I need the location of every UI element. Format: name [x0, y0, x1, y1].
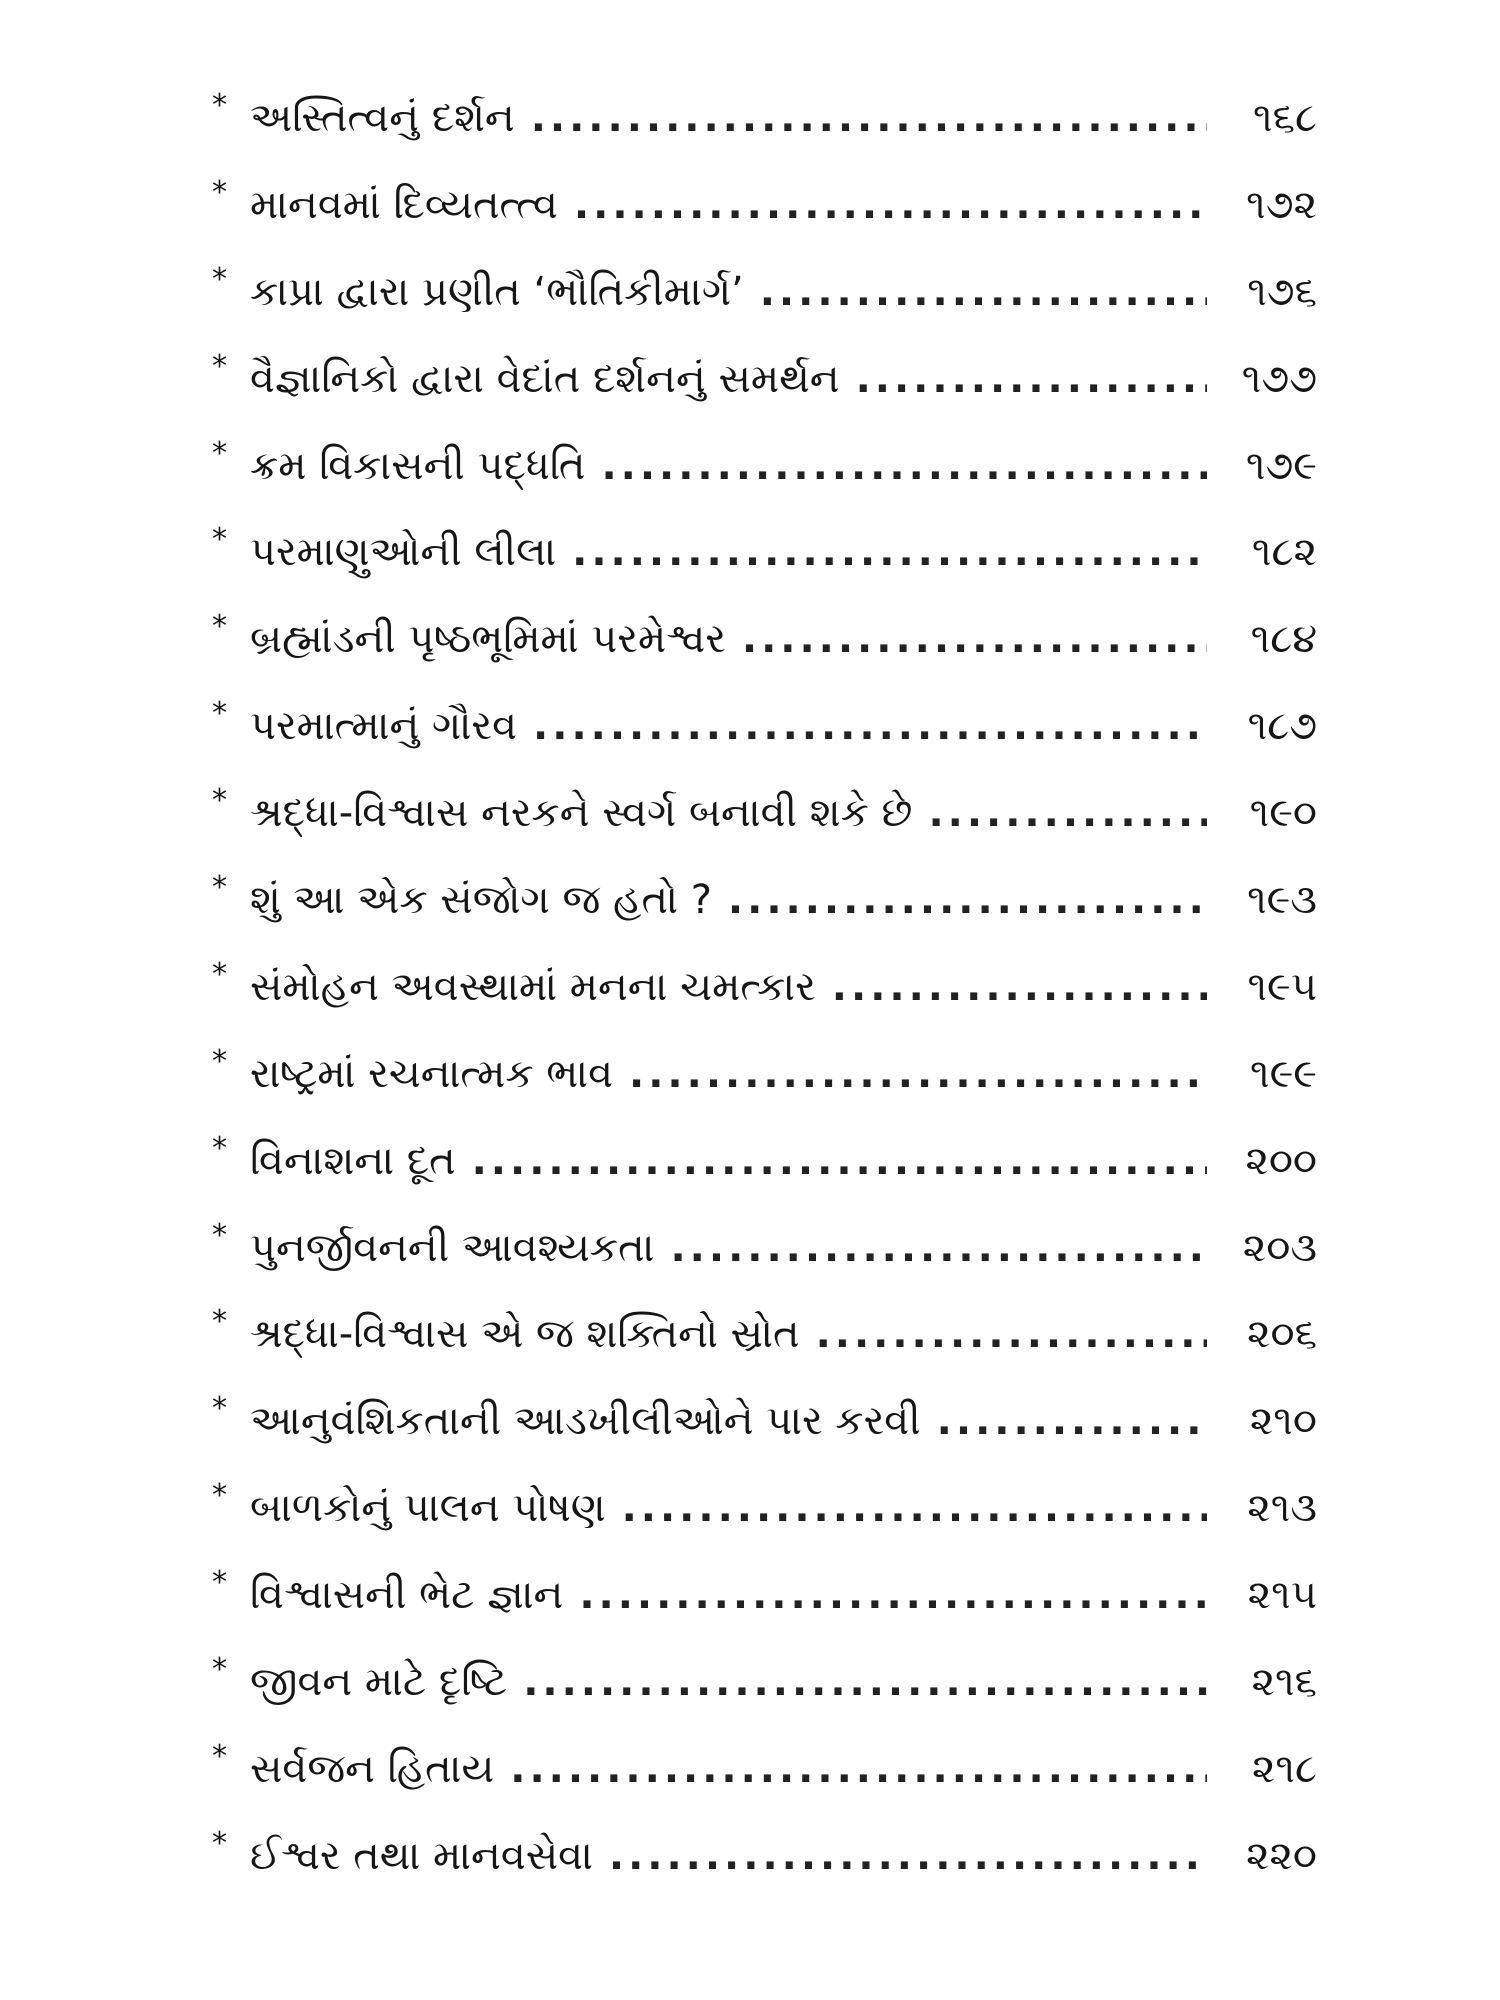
toc-entry-title: બાળકોનું પાલન પોષણ [250, 1485, 606, 1532]
asterisk-bullet: * [212, 609, 227, 645]
toc-entry-title: શ્રદ્ધા-વિશ્વાસ નરકને સ્વર્ગ બનાવી શકે છે [250, 790, 913, 837]
toc-entry [212, 1565, 1317, 1662]
toc-entry-page-number: ૨૧૫ [1247, 1572, 1317, 1619]
toc-entry-page-number: ૧૭૭ [1241, 355, 1317, 402]
toc-entry [212, 609, 1317, 706]
toc-entry-title: વૈજ્ઞાનિકો દ્વારા વેદાંત દર્શનનું સમર્થન [250, 355, 840, 402]
asterisk-bullet: * [212, 1825, 227, 1861]
toc-entry-title: પુનર્જીવનની આવશ્યકતા [250, 1224, 655, 1271]
asterisk-bullet: * [212, 1130, 227, 1166]
toc-entry-page-number: ૨૧૦ [1249, 1398, 1317, 1445]
toc-entry-title: સંમોહન અવસ્થામાં મનના ચમત્કાર [250, 963, 816, 1010]
dot-leader [572, 532, 1207, 572]
toc-entry-title: માનવમાં દિવ્યતત્ત્વ [250, 181, 558, 228]
asterisk-bullet: * [212, 696, 227, 732]
toc-entry [212, 1825, 1317, 1923]
asterisk-bullet: * [212, 1738, 227, 1774]
toc-entry-page-number: ૧૯૯ [1250, 1050, 1317, 1097]
toc-entry [212, 1304, 1317, 1401]
toc-entry [212, 348, 1317, 446]
asterisk-bullet: * [212, 1391, 227, 1427]
asterisk-bullet: * [212, 1304, 227, 1340]
toc-entry-page-number: ૧૭૯ [1245, 442, 1317, 489]
asterisk-bullet: * [212, 88, 227, 123]
asterisk-bullet: * [212, 1478, 227, 1514]
asterisk-bullet: * [212, 1217, 227, 1253]
toc-entry-title: કાપ્રા દ્વારા પ્રણીત ‘ભૌતિકીમાર્ગ’ [250, 268, 744, 315]
dot-leader [670, 1228, 1207, 1268]
dot-leader [622, 1488, 1207, 1528]
toc-entry-title: જીવન માટે દૃષ્ટિ [250, 1659, 508, 1706]
toc-entry-page-number: ૨૦૩ [1242, 1224, 1317, 1271]
toc-entry-page-number: ૨૦૬ [1247, 1311, 1317, 1358]
toc-entry [212, 1478, 1317, 1575]
asterisk-bullet: * [212, 435, 227, 471]
toc-entry-title: પરમાણુઓની લીલા [250, 529, 557, 576]
asterisk-bullet: * [212, 870, 227, 906]
toc-entry [212, 696, 1317, 793]
asterisk-bullet: * [212, 174, 227, 210]
asterisk-bullet: * [212, 783, 227, 819]
toc-entry [212, 1043, 1317, 1141]
toc-entry [212, 1738, 1317, 1836]
toc-entry [212, 956, 1317, 1054]
toc-entry [212, 174, 1317, 272]
asterisk-bullet: * [212, 1652, 227, 1688]
toc-entry-title: ક્રમ વિકાસની પદ્ધતિ [250, 442, 586, 489]
toc-entry-page-number: ૧૭૨ [1246, 181, 1317, 228]
dot-leader [760, 272, 1207, 312]
toc-entry-title: સર્વજન હિતાય [250, 1745, 495, 1792]
dot-leader [937, 1401, 1207, 1441]
toc-entry-title: શ્રદ્ધા-વિશ્વાસ એ જ શક્તિનો સ્રોત [250, 1311, 800, 1358]
toc-entry [212, 522, 1317, 619]
asterisk-bullet: * [212, 956, 227, 992]
dot-leader [609, 1836, 1207, 1876]
toc-entry-title: આનુવંશિકતાની આડખીલીઓને પાર કરવી [250, 1398, 921, 1445]
dot-leader [523, 1662, 1207, 1702]
toc-entry-page-number: ૧૮૭ [1247, 703, 1317, 750]
toc-entry-page-number: ૧૯૦ [1249, 790, 1317, 837]
toc-entry-page-number: ૧૯૫ [1247, 963, 1317, 1010]
asterisk-bullet: * [212, 1565, 227, 1601]
toc-entry-title: અસ્તિત્વનું દર્શન [250, 95, 515, 141]
toc-entry-page-number: ૧૮૨ [1251, 529, 1317, 576]
toc-entry-title: વિનાશના દૂત [250, 1137, 456, 1184]
toc-entry-title: વિશ્વાસની ભેટ જ્ઞાન [250, 1572, 564, 1619]
toc-entry-title: પરમાત્માનું ગૌરવ [250, 703, 518, 750]
toc-entry [212, 435, 1317, 533]
dot-leader [472, 1141, 1207, 1181]
dot-leader [856, 359, 1207, 399]
toc-entry-title: ઈશ્વર તથા માનવસેવા [250, 1832, 593, 1879]
dot-leader [510, 1749, 1207, 1789]
asterisk-bullet: * [212, 1043, 227, 1079]
table-of-contents [212, 88, 1317, 1923]
toc-entry [212, 870, 1317, 967]
dot-leader [629, 1054, 1207, 1094]
dot-leader [579, 1575, 1207, 1615]
asterisk-bullet: * [212, 522, 227, 558]
toc-entry [212, 88, 1317, 185]
toc-entry-page-number: ૧૭૬ [1247, 268, 1317, 315]
dot-leader [601, 446, 1207, 486]
asterisk-bullet: * [212, 348, 227, 384]
dot-leader [742, 619, 1207, 659]
toc-entry [212, 1391, 1317, 1488]
toc-entry-page-number: ૨૦૦ [1245, 1137, 1317, 1184]
dot-leader [531, 98, 1207, 138]
dot-leader [533, 706, 1207, 746]
toc-entry-page-number: ૧૬૮ [1253, 95, 1317, 141]
toc-entry-page-number: ૧૯૩ [1247, 877, 1317, 924]
dot-leader [928, 793, 1207, 833]
dot-leader [728, 880, 1207, 920]
toc-entry [212, 1652, 1317, 1749]
toc-entry [212, 783, 1317, 880]
toc-entry [212, 261, 1317, 359]
toc-entry-page-number: ૨૨૦ [1245, 1832, 1317, 1879]
dot-leader [832, 967, 1207, 1007]
toc-entry-title: શું આ એક સંજોગ જ હતો ? [250, 877, 712, 924]
toc-entry-page-number: ૨૧૮ [1251, 1745, 1317, 1792]
toc-entry-page-number: ૨૧૬ [1251, 1659, 1317, 1706]
toc-entry [212, 1217, 1317, 1315]
toc-entry-title: રાષ્ટ્રમાં રચનાત્મક ભાવ [250, 1050, 614, 1097]
asterisk-bullet: * [212, 261, 227, 297]
dot-leader [816, 1314, 1207, 1354]
toc-entry [212, 1130, 1317, 1228]
toc-entry-page-number: ૨૧૩ [1247, 1485, 1317, 1532]
toc-entry-page-number: ૧૮૪ [1250, 616, 1317, 663]
toc-entry-title: બ્રહ્માંડની પૃષ્ઠભૂમિમાં પરમેશ્વર [250, 616, 726, 663]
dot-leader [574, 185, 1207, 225]
